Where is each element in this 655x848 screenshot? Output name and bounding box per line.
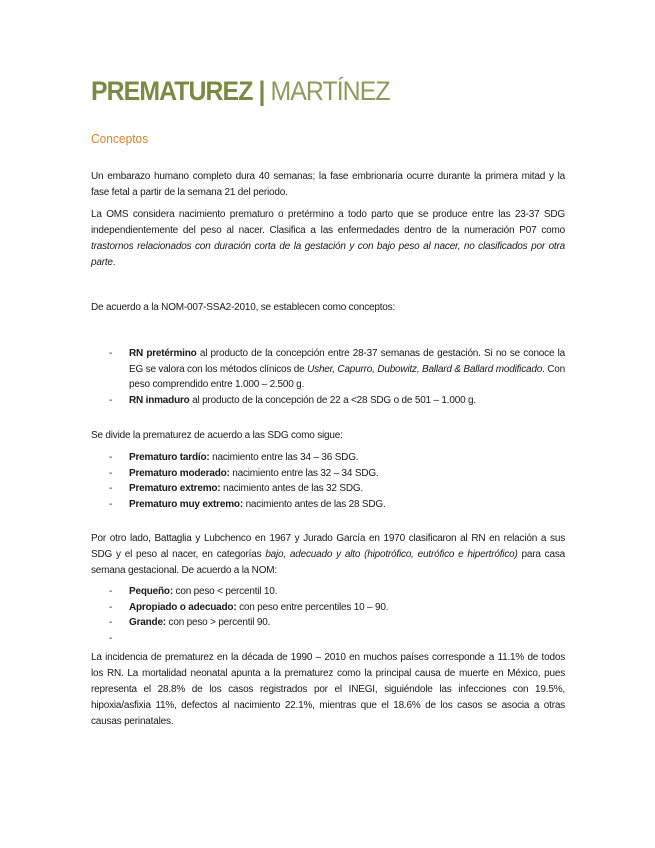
list-item — [91, 481, 565, 497]
division-text: nacimiento entre las 32 – 34 SDG. — [229, 467, 379, 479]
concept-text: al producto de la concepción de 22 a <28 SDG o de 501 – 1.000 g. — [189, 394, 476, 406]
paragraph-battaglia-text: Por otro lado, Battaglia y Lubchenco en 1967 y Jurado García en 1970 clasificaron al RN en relación a sus SDG y el peso al nacer, en categorías — [91, 533, 565, 560]
paragraph-battaglia — [91, 531, 565, 579]
weight-term: Apropiado o adecuado: — [129, 601, 237, 613]
paragraph-battaglia-italic: bajo, adecuado y alto (hipotrófico, eutrófico e hipertrófico) — [265, 549, 518, 560]
bullet-dash: - — [109, 632, 113, 644]
paragraph-oms-text: La OMS considera nacimiento prematuro o pretérmino a todo parto que se produce entre las 23-37 SDG independientemente del peso al nacer. Clasifica a las enfermedades dentro de la numeración P07 como — [91, 209, 565, 236]
list-item — [91, 600, 565, 616]
weight-text: con peso < percentil 10. — [172, 586, 278, 597]
weights-list — [91, 584, 565, 646]
bullet-dash: - — [109, 452, 113, 463]
divisions-list — [91, 450, 565, 512]
section-heading-conceptos: Conceptos — [91, 131, 149, 146]
list-item — [91, 615, 565, 631]
list-item — [91, 497, 565, 513]
paragraph-incidencia: La incidencia de prematurez en la década de 1990 – 2010 en muchos países corresponde a 11.1% de todos los RN. La mortalidad neonatal apunta a la prematurez como la principal causa de muerte en México, pues representa el 28.8% de los casos registrados por el INEGI, siguiéndole las infecciones con 19.5%, hipoxia/asfixia 11%, defectos al nacimiento 22.1%, mientras que el 18.6% de los casos se asocia a otras causas perinatales. — [91, 652, 565, 727]
title-sub: MARTÍNEZ — [270, 76, 390, 106]
title-separator: | — [252, 76, 271, 106]
paragraph-embarazo: Un embarazo humano completo dura 40 semanas; la fase embrionaria ocurre durante la primera mitad y la fase fetal a partir de la semana 21 del periodo. — [91, 171, 565, 198]
concept-term: RN pretérmino — [129, 348, 197, 359]
paragraph-oms-italic: trastornos relacionados con duración corta de la gestación y con bajo peso al nacer, no clasificados por otra parte — [91, 241, 565, 268]
page-title — [91, 76, 390, 107]
list-item — [91, 393, 565, 409]
concept-term: RN inmaduro — [129, 394, 190, 406]
bullet-dash: - — [109, 394, 113, 406]
paragraph-battaglia-end: para casa semana gestacional. De acuerdo a la NOM: — [91, 549, 565, 576]
concepts-list — [91, 346, 565, 408]
bullet-dash: - — [109, 617, 113, 628]
paragraph-oms — [91, 207, 565, 271]
list-item — [91, 466, 565, 482]
bullet-dash: - — [109, 586, 113, 597]
division-text: nacimiento entre las 34 – 36 SDG. — [209, 452, 359, 463]
paragraph-nom: De acuerdo a la NOM-007-SSA2-2010, se establecen como conceptos: — [91, 302, 396, 313]
paragraph-oms-end: . — [112, 257, 116, 268]
division-term: Prematuro muy extremo: — [129, 498, 243, 510]
list-item — [91, 584, 565, 600]
concept-italic: Usher, Capurro, Dubowitz, Ballard & Ballard modificado — [307, 363, 543, 375]
division-text: nacimiento antes de las 28 SDG. — [242, 498, 386, 510]
bullet-dash: - — [109, 348, 113, 359]
bullet-dash: - — [109, 498, 113, 510]
weight-text: con peso entre percentiles 10 – 90. — [236, 601, 389, 613]
weight-term: Grande: — [129, 617, 166, 628]
bullet-dash: - — [109, 467, 113, 479]
bullet-dash: - — [109, 483, 113, 494]
division-term: Prematuro tardío: — [129, 452, 210, 463]
concept-end: . Con peso comprendido entre 1.000 – 2.500 g. — [129, 363, 565, 390]
weight-term: Pequeño: — [129, 586, 173, 597]
paragraph-division: Se divide la prematurez de acuerdo a las SDG como sigue: — [91, 430, 343, 441]
title-main: PREMATUREZ — [91, 76, 253, 106]
division-term: Prematuro moderado: — [129, 467, 230, 479]
weight-text: con peso > percentil 90. — [165, 617, 271, 628]
concept-text: al producto de la concepción entre 28-37 semanas de gestación. Si no se conoce la EG se valora con los métodos clínicos de — [129, 348, 566, 375]
list-item — [91, 631, 565, 647]
bullet-dash: - — [109, 601, 113, 613]
list-item — [91, 450, 565, 466]
division-term: Prematuro extremo: — [129, 483, 221, 494]
list-item — [91, 346, 565, 393]
division-text: nacimiento antes de las 32 SDG. — [220, 483, 364, 494]
